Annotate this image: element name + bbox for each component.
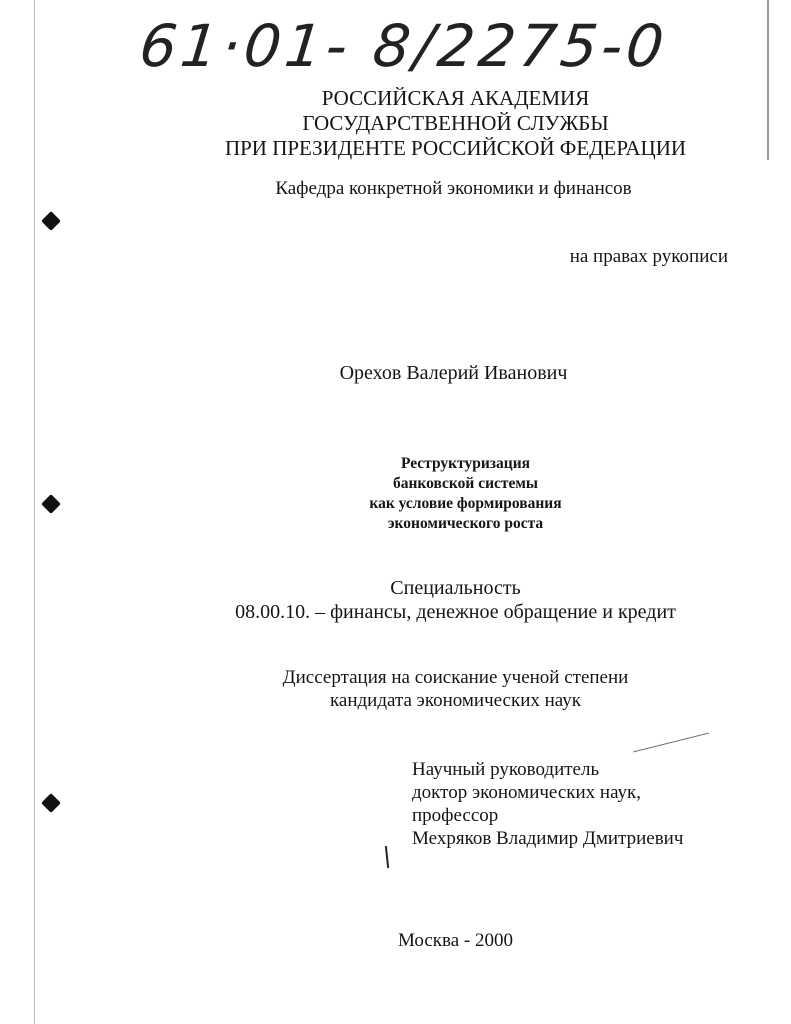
supervisor-block [412, 758, 683, 850]
specialty-block [60, 576, 791, 624]
scan-blot-1 [41, 211, 61, 231]
degree-line-2: кандидата экономических наук [329, 690, 582, 711]
org-line-2: ГОСУДАРСТВЕННОЙ СЛУЖБЫ [302, 111, 609, 135]
title-line-1: Реструктуризация [400, 455, 531, 472]
department: Кафедра конкретной экономики и финансов [275, 178, 632, 199]
scan-blot-2 [41, 494, 61, 514]
city-year: Москва - 2000 [397, 930, 514, 951]
scan-blot-3 [41, 793, 61, 813]
title-line-2: банковской системы [392, 475, 539, 492]
specialty-label: Специальность [390, 577, 521, 599]
scan-edge-line [34, 0, 35, 1024]
degree-block [60, 666, 791, 712]
org-line-1: РОССИЙСКАЯ АКАДЕМИЯ [321, 86, 590, 110]
title-line-3: как условие формирования [369, 495, 562, 512]
supervisor-role: Научный руководитель [412, 759, 600, 780]
pen-mark [385, 846, 389, 868]
organization-heading [60, 86, 791, 161]
title-line-4: экономического роста [387, 515, 544, 532]
supervisor-degree: доктор экономических наук, [412, 782, 642, 803]
supervisor-title: профессор [412, 805, 499, 826]
pen-stroke [633, 733, 709, 753]
author-name: Орехов Валерий Иванович [339, 362, 568, 384]
rights-note: на правах рукописи [569, 246, 728, 267]
org-line-3: ПРИ ПРЕЗИДЕНТЕ РОССИЙСКОЙ ФЕДЕРАЦИИ [224, 136, 687, 160]
degree-line-1: Диссертация на соискание ученой степени [282, 667, 629, 688]
specialty-value: 08.00.10. – финансы, денежное обращение и кредит [235, 601, 676, 623]
supervisor-name: Мехряков Владимир Дмитриевич [412, 828, 684, 849]
dissertation-title [70, 454, 791, 534]
handwritten-catalog-number: 61·01- 8/2275-0 [136, 12, 671, 80]
